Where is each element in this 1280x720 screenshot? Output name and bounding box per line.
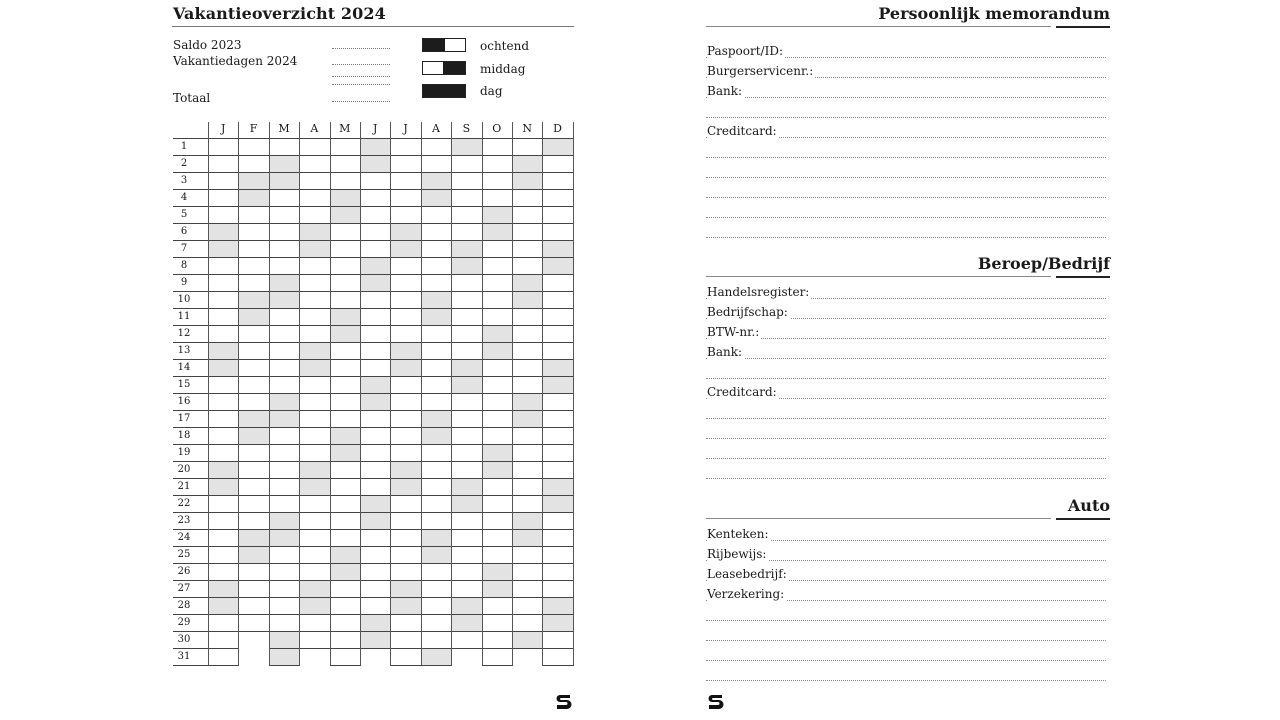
section-title-persoonlijk: Persoonlijk memorandum xyxy=(878,4,1110,23)
weekend-cell[interactable] xyxy=(239,530,268,546)
weekend-cell[interactable] xyxy=(270,173,299,189)
legend-swatch-afternoon xyxy=(422,61,466,75)
grid-row-line xyxy=(173,376,574,377)
day-number: 10 xyxy=(177,294,191,305)
field-line-blank[interactable] xyxy=(706,660,1106,661)
vacation-overview-page xyxy=(172,0,576,720)
publisher-logo-icon xyxy=(706,692,726,712)
weekend-cell[interactable] xyxy=(270,411,299,427)
personal-memo-page xyxy=(706,0,1110,720)
section-title-underline xyxy=(1056,276,1110,278)
weekend-cell[interactable] xyxy=(391,343,420,359)
field-label-handelsregister: Handelsregister: xyxy=(707,285,810,299)
section-title-underline xyxy=(1056,26,1110,28)
weekend-cell[interactable] xyxy=(452,360,481,376)
weekend-cell[interactable] xyxy=(270,513,299,529)
grid-row-line xyxy=(173,155,574,156)
grid-col-line xyxy=(360,122,361,665)
empty-cell xyxy=(239,649,268,666)
weekend-cell[interactable] xyxy=(331,428,360,444)
field-label-bank: Bank: xyxy=(707,345,743,359)
field-line-blank[interactable] xyxy=(706,640,1106,641)
section-title-auto: Auto xyxy=(1067,496,1110,515)
legend-label-day: dag xyxy=(480,84,503,98)
day-number: 28 xyxy=(177,600,191,611)
weekend-cell[interactable] xyxy=(422,530,451,546)
field-line-bank[interactable] xyxy=(706,97,1106,98)
weekend-cell[interactable] xyxy=(513,156,542,172)
weekend-cell[interactable] xyxy=(361,258,390,274)
weekend-cell[interactable] xyxy=(543,360,572,376)
weekend-cell[interactable] xyxy=(239,428,268,444)
field-line-blank[interactable] xyxy=(706,177,1106,178)
month-header: A xyxy=(310,122,319,135)
weekend-cell[interactable] xyxy=(452,615,481,631)
grid-row-line xyxy=(173,546,574,547)
weekend-cell[interactable] xyxy=(513,513,542,529)
weekend-cell[interactable] xyxy=(239,547,268,563)
field-label-bedrijfschap: Bedrijfschap: xyxy=(707,305,788,319)
month-header: N xyxy=(522,122,532,135)
weekend-cell[interactable] xyxy=(543,258,572,274)
weekend-cell[interactable] xyxy=(422,292,451,308)
summary-fill-line[interactable] xyxy=(332,48,390,49)
weekend-cell[interactable] xyxy=(483,564,512,580)
weekend-cell[interactable] xyxy=(270,292,299,308)
grid-row-line xyxy=(173,291,574,292)
grid-col-line xyxy=(330,122,331,665)
day-number: 26 xyxy=(177,566,191,577)
grid-col-line xyxy=(451,122,452,665)
weekend-cell[interactable] xyxy=(452,241,481,257)
grid-row-line xyxy=(173,172,574,173)
grid-col-line xyxy=(238,122,239,665)
weekend-cell[interactable] xyxy=(300,598,329,614)
weekend-cell[interactable] xyxy=(543,598,572,614)
day-number: 18 xyxy=(177,430,191,441)
summary-fill-line[interactable] xyxy=(332,101,390,102)
field-line-blank[interactable] xyxy=(706,620,1106,621)
weekend-cell[interactable] xyxy=(452,598,481,614)
summary-fill-line[interactable] xyxy=(332,84,390,85)
legend-label-morning: ochtend xyxy=(480,39,530,53)
grid-row-line xyxy=(173,223,574,224)
weekend-cell[interactable] xyxy=(513,173,542,189)
empty-cell xyxy=(239,632,268,649)
grid-row-line xyxy=(173,631,574,632)
weekend-cell[interactable] xyxy=(300,360,329,376)
field-line-blank[interactable] xyxy=(706,237,1106,238)
section-rule xyxy=(706,518,1051,519)
weekend-cell[interactable] xyxy=(239,309,268,325)
grid-row-line xyxy=(173,308,574,309)
weekend-cell[interactable] xyxy=(543,241,572,257)
grid-col-line xyxy=(421,122,422,665)
day-number: 13 xyxy=(177,345,191,356)
field-line-blank[interactable] xyxy=(706,438,1106,439)
grid-row-line xyxy=(173,495,574,496)
field-line-blank[interactable] xyxy=(706,680,1106,681)
weekend-cell[interactable] xyxy=(331,445,360,461)
field-label-burgerservicenr: Burgerservicenr.: xyxy=(707,64,814,78)
weekend-cell[interactable] xyxy=(209,479,238,495)
weekend-cell[interactable] xyxy=(422,309,451,325)
month-header: D xyxy=(553,122,562,135)
weekend-cell[interactable] xyxy=(361,156,390,172)
weekend-cell[interactable] xyxy=(239,190,268,206)
weekend-cell[interactable] xyxy=(300,479,329,495)
weekend-cell[interactable] xyxy=(452,139,481,155)
weekend-cell[interactable] xyxy=(391,224,420,240)
weekend-cell[interactable] xyxy=(209,343,238,359)
weekend-cell[interactable] xyxy=(422,190,451,206)
grid-row-line xyxy=(173,206,574,207)
weekend-cell[interactable] xyxy=(422,649,451,665)
grid-row-line xyxy=(173,240,574,241)
weekend-cell[interactable] xyxy=(513,530,542,546)
day-number: 9 xyxy=(180,277,188,288)
grid-row-line xyxy=(173,427,574,428)
weekend-cell[interactable] xyxy=(543,615,572,631)
section-title-beroep: Beroep/Bedrijf xyxy=(977,254,1110,273)
weekend-cell[interactable] xyxy=(331,190,360,206)
month-header: F xyxy=(249,122,258,135)
weekend-cell[interactable] xyxy=(391,479,420,495)
grid-row-line xyxy=(173,563,574,564)
weekend-cell[interactable] xyxy=(483,581,512,597)
weekend-cell[interactable] xyxy=(391,241,420,257)
month-header: M xyxy=(339,122,351,135)
grid-col-line xyxy=(573,122,574,665)
field-line-blank[interactable] xyxy=(706,197,1106,198)
grid-row-line xyxy=(173,529,574,530)
field-label-kenteken: Kenteken: xyxy=(707,527,769,541)
field-label-creditcard: Creditcard: xyxy=(707,385,777,399)
weekend-cell[interactable] xyxy=(209,598,238,614)
day-number: 1 xyxy=(180,141,188,152)
weekend-cell[interactable] xyxy=(270,275,299,291)
weekend-cell[interactable] xyxy=(270,394,299,410)
grid-col-line xyxy=(512,122,513,665)
grid-row-line xyxy=(173,274,574,275)
weekend-cell[interactable] xyxy=(452,479,481,495)
field-label-bank: Bank: xyxy=(707,84,743,98)
weekend-cell[interactable] xyxy=(270,530,299,546)
empty-cell xyxy=(452,649,481,666)
section-rule xyxy=(706,276,1051,277)
day-number: 2 xyxy=(180,158,188,169)
grid-row-line xyxy=(173,478,574,479)
weekend-cell[interactable] xyxy=(331,207,360,223)
field-line-blank[interactable] xyxy=(706,157,1106,158)
weekend-cell[interactable] xyxy=(209,581,238,597)
day-number: 20 xyxy=(177,464,191,475)
day-number: 27 xyxy=(177,583,191,594)
weekend-cell[interactable] xyxy=(513,292,542,308)
summary-label-vakantiedagen: Vakantiedagen 2024 xyxy=(173,54,298,68)
grid-row-line xyxy=(173,614,574,615)
grid-col-line xyxy=(482,122,483,665)
title-rule xyxy=(172,26,574,27)
weekend-cell[interactable] xyxy=(452,377,481,393)
day-number: 31 xyxy=(177,651,191,662)
empty-cell xyxy=(300,649,329,666)
weekend-cell[interactable] xyxy=(483,343,512,359)
legend-swatch-morning xyxy=(422,38,466,52)
weekend-cell[interactable] xyxy=(361,615,390,631)
weekend-cell[interactable] xyxy=(331,564,360,580)
weekend-cell[interactable] xyxy=(270,156,299,172)
weekend-cell[interactable] xyxy=(361,496,390,512)
field-line-blank[interactable] xyxy=(706,378,1106,379)
field-line-btw[interactable] xyxy=(706,338,1106,339)
summary-fill-line[interactable] xyxy=(332,64,390,65)
grid-row-line xyxy=(173,257,574,258)
grid-row-line xyxy=(173,597,574,598)
weekend-cell[interactable] xyxy=(391,581,420,597)
day-number: 6 xyxy=(180,226,188,237)
weekend-cell[interactable] xyxy=(331,547,360,563)
day-number: 19 xyxy=(177,447,191,458)
day-number: 8 xyxy=(180,260,188,271)
grid-row-line xyxy=(173,580,574,581)
day-number: 25 xyxy=(177,549,191,560)
day-number: 21 xyxy=(177,481,191,492)
weekend-cell[interactable] xyxy=(239,411,268,427)
field-label-verzekering: Verzekering: xyxy=(707,587,785,601)
weekend-cell[interactable] xyxy=(452,496,481,512)
grid-row-line xyxy=(173,512,574,513)
weekend-cell[interactable] xyxy=(452,258,481,274)
weekend-cell[interactable] xyxy=(209,224,238,240)
weekend-cell[interactable] xyxy=(361,513,390,529)
weekend-cell[interactable] xyxy=(483,445,512,461)
day-number: 3 xyxy=(180,175,188,186)
day-number: 11 xyxy=(177,311,191,322)
grid-row-line xyxy=(173,359,574,360)
grid-row-line xyxy=(173,342,574,343)
field-line-blank[interactable] xyxy=(706,458,1106,459)
weekend-cell[interactable] xyxy=(270,649,299,665)
empty-cell xyxy=(513,649,542,666)
weekend-cell[interactable] xyxy=(361,139,390,155)
weekend-cell[interactable] xyxy=(513,394,542,410)
day-number: 17 xyxy=(177,413,191,424)
grid-row-line xyxy=(173,393,574,394)
day-number: 16 xyxy=(177,396,191,407)
grid-col-line xyxy=(542,122,543,665)
day-number: 24 xyxy=(177,532,191,543)
empty-cell xyxy=(361,649,390,666)
weekend-cell[interactable] xyxy=(483,224,512,240)
weekend-cell[interactable] xyxy=(422,547,451,563)
weekend-cell[interactable] xyxy=(239,173,268,189)
day-number: 29 xyxy=(177,617,191,628)
day-number: 7 xyxy=(180,243,188,254)
weekend-cell[interactable] xyxy=(483,207,512,223)
weekend-cell[interactable] xyxy=(300,241,329,257)
field-line-blank[interactable] xyxy=(706,478,1106,479)
weekend-cell[interactable] xyxy=(483,326,512,342)
grid-col-line xyxy=(390,122,391,665)
grid-row-line xyxy=(173,461,574,462)
day-number: 4 xyxy=(180,192,188,203)
field-label-rijbewijs: Rijbewijs: xyxy=(707,547,767,561)
month-header: J xyxy=(220,122,226,135)
grid-col-line xyxy=(299,122,300,665)
field-line-bank[interactable] xyxy=(706,358,1106,359)
weekend-cell[interactable] xyxy=(361,394,390,410)
weekend-cell[interactable] xyxy=(543,139,572,155)
summary-fill-line[interactable] xyxy=(332,76,390,77)
grid-row-line xyxy=(173,138,574,139)
field-label-btw: BTW-nr.: xyxy=(707,325,760,339)
weekend-cell[interactable] xyxy=(331,326,360,342)
day-number: 30 xyxy=(177,634,191,645)
weekend-cell[interactable] xyxy=(209,241,238,257)
weekend-cell[interactable] xyxy=(543,496,572,512)
grid-col-line xyxy=(269,122,270,665)
weekend-cell[interactable] xyxy=(422,411,451,427)
weekend-cell[interactable] xyxy=(300,343,329,359)
weekend-cell[interactable] xyxy=(270,632,299,648)
day-number: 23 xyxy=(177,515,191,526)
weekend-cell[interactable] xyxy=(513,411,542,427)
weekend-cell[interactable] xyxy=(361,275,390,291)
weekend-cell[interactable] xyxy=(391,360,420,376)
day-number: 12 xyxy=(177,328,191,339)
grid-row-line xyxy=(173,410,574,411)
weekend-cell[interactable] xyxy=(391,598,420,614)
month-header: O xyxy=(492,122,502,135)
legend-swatch-day xyxy=(422,84,466,98)
summary-label-saldo: Saldo 2023 xyxy=(173,38,242,52)
weekend-cell[interactable] xyxy=(361,377,390,393)
page-title: Vakantieoverzicht 2024 xyxy=(173,4,386,23)
weekend-cell[interactable] xyxy=(513,275,542,291)
publisher-logo-icon xyxy=(554,692,574,712)
weekend-cell[interactable] xyxy=(300,224,329,240)
month-header: S xyxy=(462,122,471,135)
section-title-underline xyxy=(1056,518,1110,520)
grid-row-line xyxy=(173,444,574,445)
month-header: J xyxy=(372,122,378,135)
day-number: 14 xyxy=(177,362,191,373)
field-label-leasebedrijf: Leasebedrijf: xyxy=(707,567,787,581)
month-header: A xyxy=(432,122,440,135)
weekend-cell[interactable] xyxy=(361,632,390,648)
field-label-paspoort: Paspoort/ID: xyxy=(707,44,783,58)
weekend-cell[interactable] xyxy=(331,309,360,325)
weekend-cell[interactable] xyxy=(513,632,542,648)
day-number: 22 xyxy=(177,498,191,509)
weekend-cell[interactable] xyxy=(209,462,238,478)
day-number: 15 xyxy=(177,379,191,390)
field-line-blank[interactable] xyxy=(706,117,1106,118)
weekend-cell[interactable] xyxy=(543,377,572,393)
field-line-blank[interactable] xyxy=(706,217,1106,218)
field-line-blank[interactable] xyxy=(706,418,1106,419)
weekend-cell[interactable] xyxy=(300,462,329,478)
weekend-cell[interactable] xyxy=(543,479,572,495)
grid-col-line xyxy=(208,122,209,665)
weekend-cell[interactable] xyxy=(209,360,238,376)
weekend-cell[interactable] xyxy=(239,292,268,308)
weekend-cell[interactable] xyxy=(422,428,451,444)
summary-label-totaal: Totaal xyxy=(173,91,211,105)
weekend-cell[interactable] xyxy=(391,462,420,478)
grid-row-line xyxy=(173,189,574,190)
legend-label-afternoon: middag xyxy=(480,62,526,76)
day-number: 5 xyxy=(180,209,188,220)
month-header: M xyxy=(278,122,290,135)
field-label-creditcard: Creditcard: xyxy=(707,124,777,138)
weekend-cell[interactable] xyxy=(300,581,329,597)
weekend-cell[interactable] xyxy=(422,173,451,189)
month-header: J xyxy=(403,122,408,135)
section-rule xyxy=(706,26,1051,27)
grid-row-line xyxy=(173,325,574,326)
weekend-cell[interactable] xyxy=(483,462,512,478)
